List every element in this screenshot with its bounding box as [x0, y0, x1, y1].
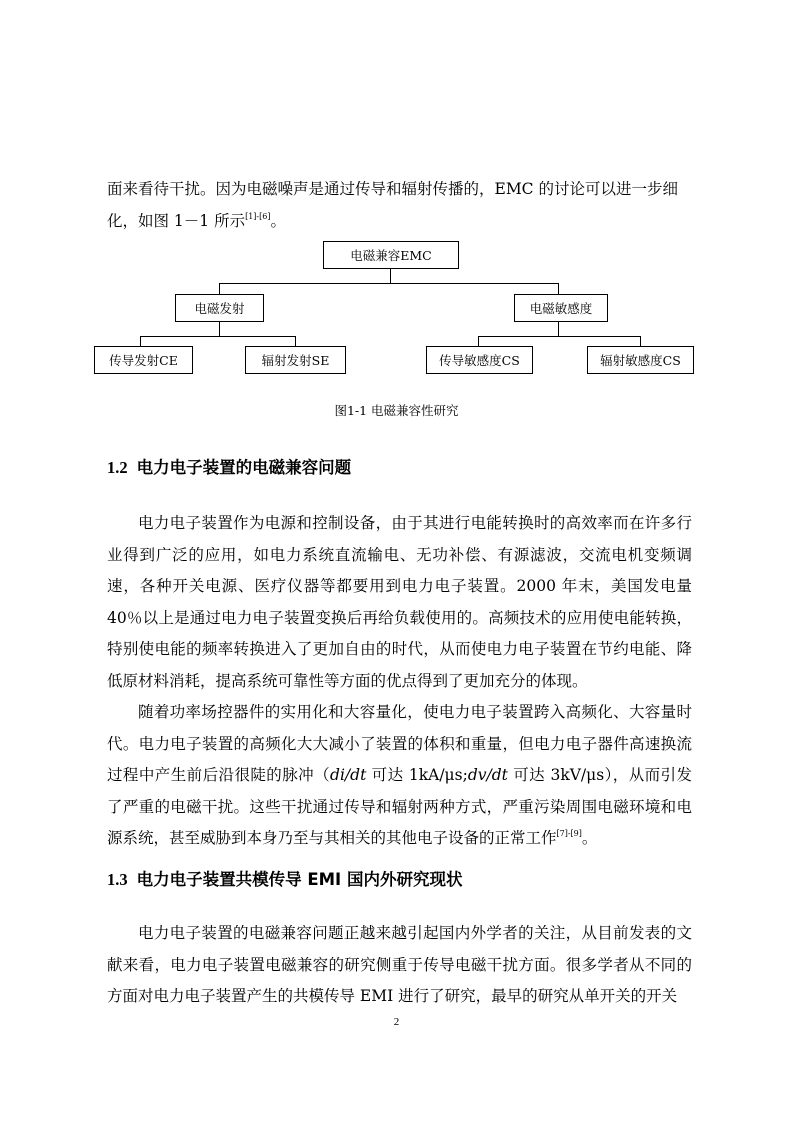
di-dt: di/dt — [330, 766, 367, 784]
connector — [478, 336, 640, 337]
node-ce: 传导发射CE — [94, 346, 193, 374]
intro-line-2: 化，如图 1－1 所示 — [107, 211, 246, 230]
intro-paragraph: 面来看待干扰。因为电磁噪声是通过传导和辐射传播的，EMC 的讨论可以进一步细 化，如图 1－1 所示[1]-[6]。 — [107, 180, 678, 230]
section-title: 电力电子装置的电磁兼容问题 — [136, 458, 352, 477]
citation: [7]-[9] — [556, 829, 582, 838]
section-title: 电力电子装置共模传导 EMI 国内外研究现状 — [136, 870, 463, 889]
intro-line-1: 面来看待干扰。因为电磁噪声是通过传导和辐射传播的，EMC 的讨论可以进一步细 — [107, 180, 678, 198]
connector — [295, 336, 296, 346]
connector — [390, 269, 391, 283]
node-cs: 传导敏感度CS — [426, 346, 533, 374]
connector — [640, 336, 641, 346]
section-number: 1.2 — [107, 458, 128, 477]
node-emission: 电磁发射 — [175, 294, 264, 322]
connector — [558, 322, 559, 336]
paragraph: 电力电子装置作为电源和控制设备，由于其进行电能转换时的高效率而在许多行业得到广泛的应用，如电力系统直流输电、无功补偿、有源滤波，交流电机变频调速，各种开关电源、医疗仪器等都要用到电力电子装置。2000 年末，美国发电量 40％以上是通过电力电子装置变换后再给负载使用的。高频技术的应用使电能转换，特别使电能的频率转换进入了更加自由的时代，从而使电力电子装置在节约电能、降低原材料消耗，提高系统可靠性等方面的优点得到了更加充分的体现。 — [107, 514, 692, 690]
connector — [558, 283, 559, 294]
figure-caption: 图1-1 电磁兼容性研究 — [334, 403, 459, 418]
section-heading-1-2 — [107, 454, 351, 478]
section-number: 1.3 — [107, 870, 128, 889]
paragraph: 随着功率场控器件的实用化和大容量化，使电力电子装置跨入高频化、大容量时代。电力电子装置的高频化大大减小了装置的体积和重量，但电力电子器件高速换流过程中产生前后沿很陡的脉冲（di/dt 可达 1kA/μs;dv/dt 可达 3kV/μs），从而引发了严重的电磁干扰。这些干扰通过传导和辐射两种方式，严重污染周围电磁环境和电源系统，甚至威胁到本身乃至与其相关的其他电子设备的正常工作[7]-[9]。 — [107, 703, 692, 847]
section-heading-1-3 — [107, 866, 462, 890]
node-rs: 辐射敏感度CS — [587, 346, 694, 374]
node-se: 辐射发射SE — [245, 346, 346, 374]
connector — [140, 336, 295, 337]
page-number: 2 — [393, 1016, 400, 1028]
dv-dt: dv/dt — [467, 766, 508, 784]
connector — [478, 336, 479, 346]
paragraph: 电力电子装置的电磁兼容问题正越来越引起国内外学者的关注，从目前发表的文献来看，电力电子装置电磁兼容的研究侧重于传导电磁干扰方面。很多学者从不同的方面对电力电子装置产生的共模传导 EMI 进行了研究，最早的研究从单开关的开关 — [107, 924, 692, 1005]
citation: [1]-[6] — [245, 211, 271, 221]
connector — [219, 283, 220, 294]
node-susceptibility: 电磁敏感度 — [514, 294, 608, 322]
connector — [140, 336, 141, 346]
connector — [219, 283, 558, 284]
connector — [219, 322, 220, 336]
node-emc: 电磁兼容EMC — [323, 241, 459, 269]
